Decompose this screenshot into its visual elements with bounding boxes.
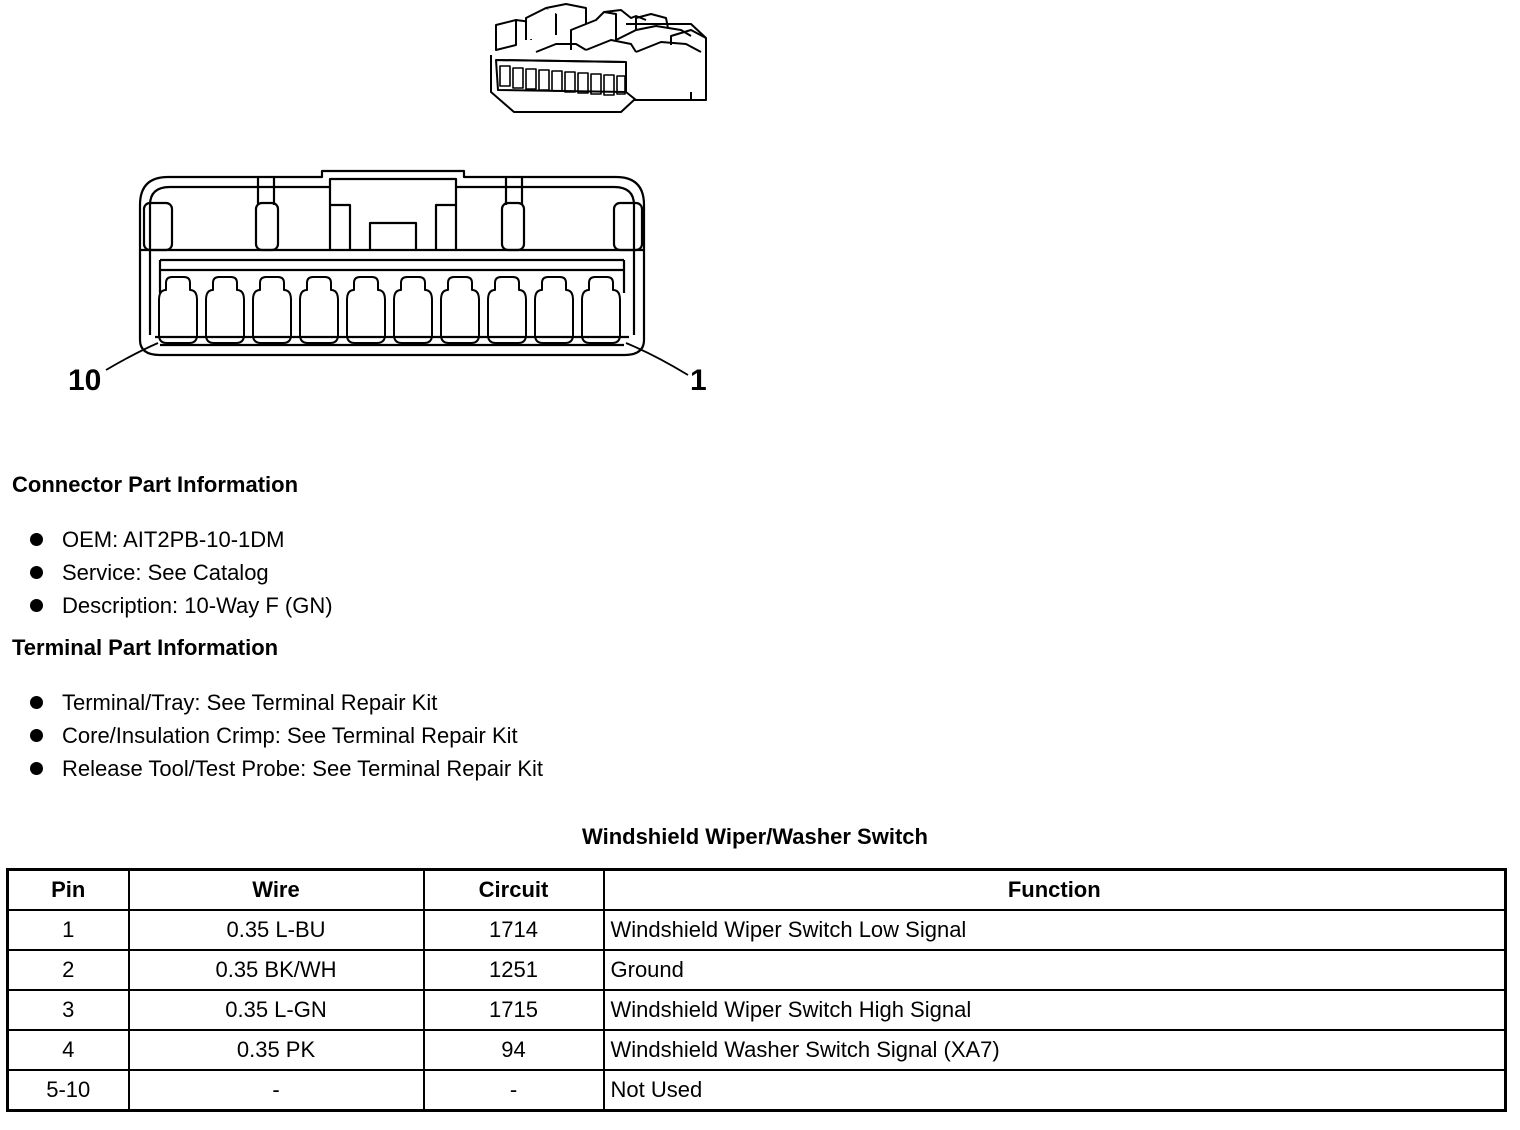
column-header-function: Function — [604, 870, 1506, 911]
connector-face-view — [60, 165, 720, 405]
table-row — [8, 950, 1506, 990]
list-item-text: Terminal/Tray: See Terminal Repair Kit — [62, 690, 438, 715]
terminal-info-list — [28, 686, 543, 785]
cell-circuit: 1251 — [424, 950, 604, 990]
connector-info-heading: Connector Part Information — [12, 472, 299, 497]
list-item — [28, 752, 543, 785]
pin-number-label-right: 1 — [690, 364, 707, 397]
cell-function: Ground — [604, 950, 1506, 990]
table-row — [8, 910, 1506, 950]
connector-info-list — [28, 523, 333, 622]
cell-wire: 0.35 L-BU — [129, 910, 424, 950]
cell-function: Not Used — [604, 1070, 1506, 1111]
cell-pin: 2 — [8, 950, 129, 990]
cell-pin: 5-10 — [8, 1070, 129, 1111]
pinout-table — [6, 868, 1507, 1112]
cell-wire: - — [129, 1070, 424, 1111]
bullet-icon — [30, 566, 43, 579]
list-item — [28, 523, 333, 556]
column-header-wire: Wire — [129, 870, 424, 911]
list-item-text: OEM: AIT2PB-10-1DM — [62, 527, 285, 552]
cell-pin: 4 — [8, 1030, 129, 1070]
cell-pin: 3 — [8, 990, 129, 1030]
list-item — [28, 556, 333, 589]
cell-circuit: 1715 — [424, 990, 604, 1030]
connector-isometric-illustration — [486, 0, 712, 118]
list-item — [28, 719, 543, 752]
terminal-info-heading: Terminal Part Information — [12, 635, 279, 660]
cell-wire: 0.35 L-GN — [129, 990, 424, 1030]
list-item-text: Release Tool/Test Probe: See Terminal Repair Kit — [62, 756, 543, 781]
cell-circuit: - — [424, 1070, 604, 1111]
pin-number-label-left: 10 — [68, 364, 102, 397]
bullet-icon — [30, 729, 43, 742]
table-row — [8, 1070, 1506, 1111]
table-row — [8, 990, 1506, 1030]
list-item — [28, 686, 543, 719]
cell-function: Windshield Wiper Switch High Signal — [604, 990, 1506, 1030]
cell-function: Windshield Wiper Switch Low Signal — [604, 910, 1506, 950]
bullet-icon — [30, 696, 43, 709]
bullet-icon — [30, 533, 43, 546]
cell-pin: 1 — [8, 910, 129, 950]
cell-circuit: 94 — [424, 1030, 604, 1070]
cell-function: Windshield Washer Switch Signal (XA7) — [604, 1030, 1506, 1070]
list-item — [28, 589, 333, 622]
bullet-icon — [30, 762, 43, 775]
list-item-text: Description: 10-Way F (GN) — [62, 593, 333, 618]
table-row — [8, 1030, 1506, 1070]
cell-wire: 0.35 PK — [129, 1030, 424, 1070]
cell-wire: 0.35 BK/WH — [129, 950, 424, 990]
table-title: Windshield Wiper/Washer Switch — [582, 824, 928, 849]
column-header-circuit: Circuit — [424, 870, 604, 911]
bullet-icon — [30, 599, 43, 612]
table-header-row — [8, 870, 1506, 911]
cell-circuit: 1714 — [424, 910, 604, 950]
list-item-text: Service: See Catalog — [62, 560, 269, 585]
list-item-text: Core/Insulation Crimp: See Terminal Repair Kit — [62, 723, 518, 748]
column-header-pin: Pin — [8, 870, 129, 911]
